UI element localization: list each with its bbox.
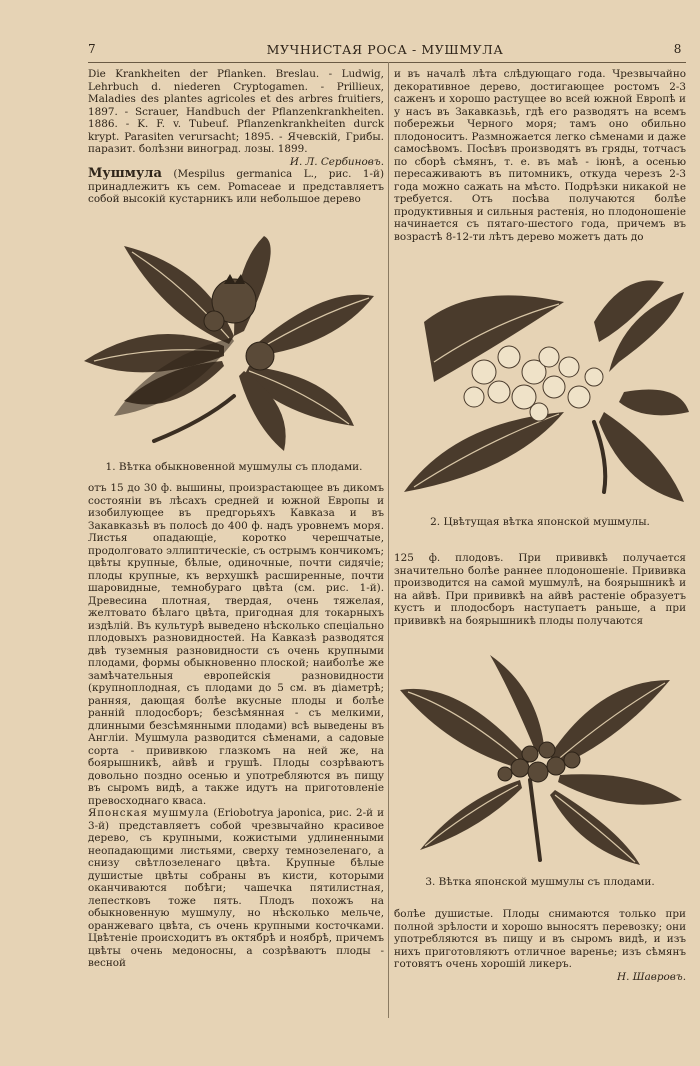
loquat-fruit-branch-illustration: [400, 650, 682, 868]
eriobotrya-continued: и въ началѣ лѣта слѣдующаго года. Чрезвычайно декоративное дерево, достигающее ростомъ 2-3 саженъ и хорошо растущее во всей южной Европѣ и у насъ въ Закавказьѣ, гдѣ его разводятъ на всемъ побережьи Черного моря; тамъ оно обильно плодоноситъ. Размножается легко сѣменами и даже самосѣвомъ. Посѣвъ производятъ въ гряды, тотчасъ по сборѣ сѣмянъ, т. е. въ маѣ - іюнѣ, а осенью пересаживаютъ въ питомникъ, откуда черезъ 2-3 года можно сажать на мѣсто. Подрѣзки никакой не требуется. Отъ посѣва получаются болѣе продуктивныя и сильныя растенія, но плодоношеніе начинается съ пятаго-шестого года, причемъ въ возрастѣ 8-12-ти лѣтъ дерево можетъ дать до: [394, 68, 686, 243]
author-signature-2: Н. Шавровъ.: [617, 970, 686, 983]
right-column-top: [394, 68, 686, 243]
headword-definition: (Mespilus germanica L., рис. 1-й) принадлежитъ къ сем. Pomaceae и представляетъ собой высокій кустарникъ или небольшое дерево: [88, 168, 384, 205]
fruit-usage-text: болѣе душистые. Плоды снимаются только при полной зрѣлости и хорошо выносятъ перевозку; они употребляются въ пищу и въ сыромъ видѣ, и изъ нихъ приготовляютъ отличное варенье; изъ сѣмянъ готовятъ очень хорошій ликеръ.: [394, 908, 686, 970]
column-divider: [388, 62, 389, 1018]
author-signature-1: И. Л. Сербиновъ.: [289, 155, 384, 168]
mespilus-description: отъ 15 до 30 ф. вышины, произрастающее въ дикомъ состояніи въ лѣсахъ средней и южной Европы и изобилующее въ предгорьяхъ Кавказа и въ Закавказьѣ въ полосѣ до 400 ф. надъ уровнемъ моря. Листья опадающіе, коротко черешчатые, продолговато эллиптическіе, съ острымъ кончикомъ; цвѣты крупные, бѣлые, одиночные, почти сидячіе; плоды крупные, къ верхушкѣ расширенные, почти шаровидные, темнобураго цвѣта (см. рис. 1-й). Древесина плотная, твердая, очень тяжелая, желтовато бѣлаго цвѣта, пригодная для токарныхъ издѣлій. Въ культурѣ выведено нѣсколько спеціально плодовыхъ разновидностей. На Кавказѣ разводятся двѣ туземныя разновидности съ очень крупными плодами, формы обыкновенно плоской; наиболѣе же замѣчательныя европейскія разновидности (крупноплодная, съ плодами до 5 см. въ діаметрѣ; ранняя, дающая болѣе вкусные плоды и болѣе ранній плодосборъ; безсѣмянная - съ мелкими, длинными безсѣмянными плодами) всѣ выведены въ Англіи. Мушмула разводится сѣменами, а садовые сорта - прививкою глазкомъ на ней же, на боярышникѣ, айвѣ и грушѣ. Плоды созрѣваютъ довольно поздно осенью и употребляются въ пищу въ сыромъ видѣ, а также идутъ на приготовленіе превосходнаго кваса.: [88, 482, 384, 807]
page-number-left: 7: [88, 42, 97, 56]
headword-mushmula: Мушмула: [88, 166, 162, 181]
right-column-middle: [394, 552, 686, 627]
figure-2-engraving: [394, 262, 690, 510]
bibliography-references: Die Krankheiten der Pflanken. Breslau. - Ludwig, Lehrbuch d. niederen Cryptogamen. - Prillieux, Maladies des plantes agricoles et des arbres fruitiers, 1897. - Scrauer, Handbuch der Pflanzenkrankheiten. 1886. - K. F. v. Tubeuf. Pflanzenkrankheiten durck krypt. Parasiten verursacht; 1895. - Ячевскій, Грибы. паразит. болѣзни виноград. лозы. 1899.: [88, 68, 384, 155]
grafting-text: 125 ф. плодовъ. При прививкѣ получается значительно болѣе раннее плодоношеніе. Прививка производится на самой мушмулѣ, на боярышникѣ и на айвѣ. При прививкѣ на айвѣ растеніе образуетъ кустъ и плодосборъ наступаетъ раньше, а при прививкѣ на боярышникѣ плоды получаются: [394, 552, 686, 627]
left-column-top: [88, 68, 384, 206]
eriobotrya-description: (Eriobotrya japonica, рис. 2-й и 3-й) представляетъ собой чрезвычайно красивое дерево, съ крупными, кожистыми удлиненными неопадающими листьями, сверху темнозеленаго, а снизу свѣтлозеленаго цвѣта. Крупные бѣлые душистые цвѣты собраны въ кисти, которыми оканчиваются побѣги; чашечка пятилистная, лепестковъ тоже пять. Плодъ похожъ на обыкновенную мушмулу, но нѣсколько мельче, оранжеваго цвѣта, съ очень крупными косточками. Цвѣтеніе происходитъ въ октябрѣ и ноябрѣ, причемъ цвѣты очень медоносны, а созрѣваютъ плоды - весной: [88, 807, 384, 969]
medlar-branch-illustration: [84, 226, 384, 456]
figure-3-caption: 3. Вѣтка японской мушмулы съ плодами.: [425, 876, 655, 888]
subheading-japanese-medlar: Японская мушмула: [88, 807, 210, 819]
header-rule: [88, 62, 686, 63]
page-header: [84, 38, 686, 62]
mespilus-intro: [88, 168, 384, 206]
right-column-bottom: [394, 908, 686, 983]
figure-1-caption: 1. Вѣтка обыкновенной мушмулы съ плодами.: [105, 461, 363, 473]
flowering-loquat-illustration: [394, 262, 690, 510]
running-title: МУЧНИСТАЯ РОСА - МУШМУЛА: [266, 42, 504, 57]
left-column-bottom: [88, 482, 384, 970]
figure-1-engraving: [84, 226, 384, 456]
eriobotrya-intro: [88, 807, 384, 970]
figure-2-caption: 2. Цвѣтущая вѣтка японской мушмулы.: [430, 516, 650, 528]
figure-3-engraving: [400, 650, 682, 868]
page-number-right: 8: [673, 42, 682, 56]
flower-cluster: [464, 346, 603, 421]
